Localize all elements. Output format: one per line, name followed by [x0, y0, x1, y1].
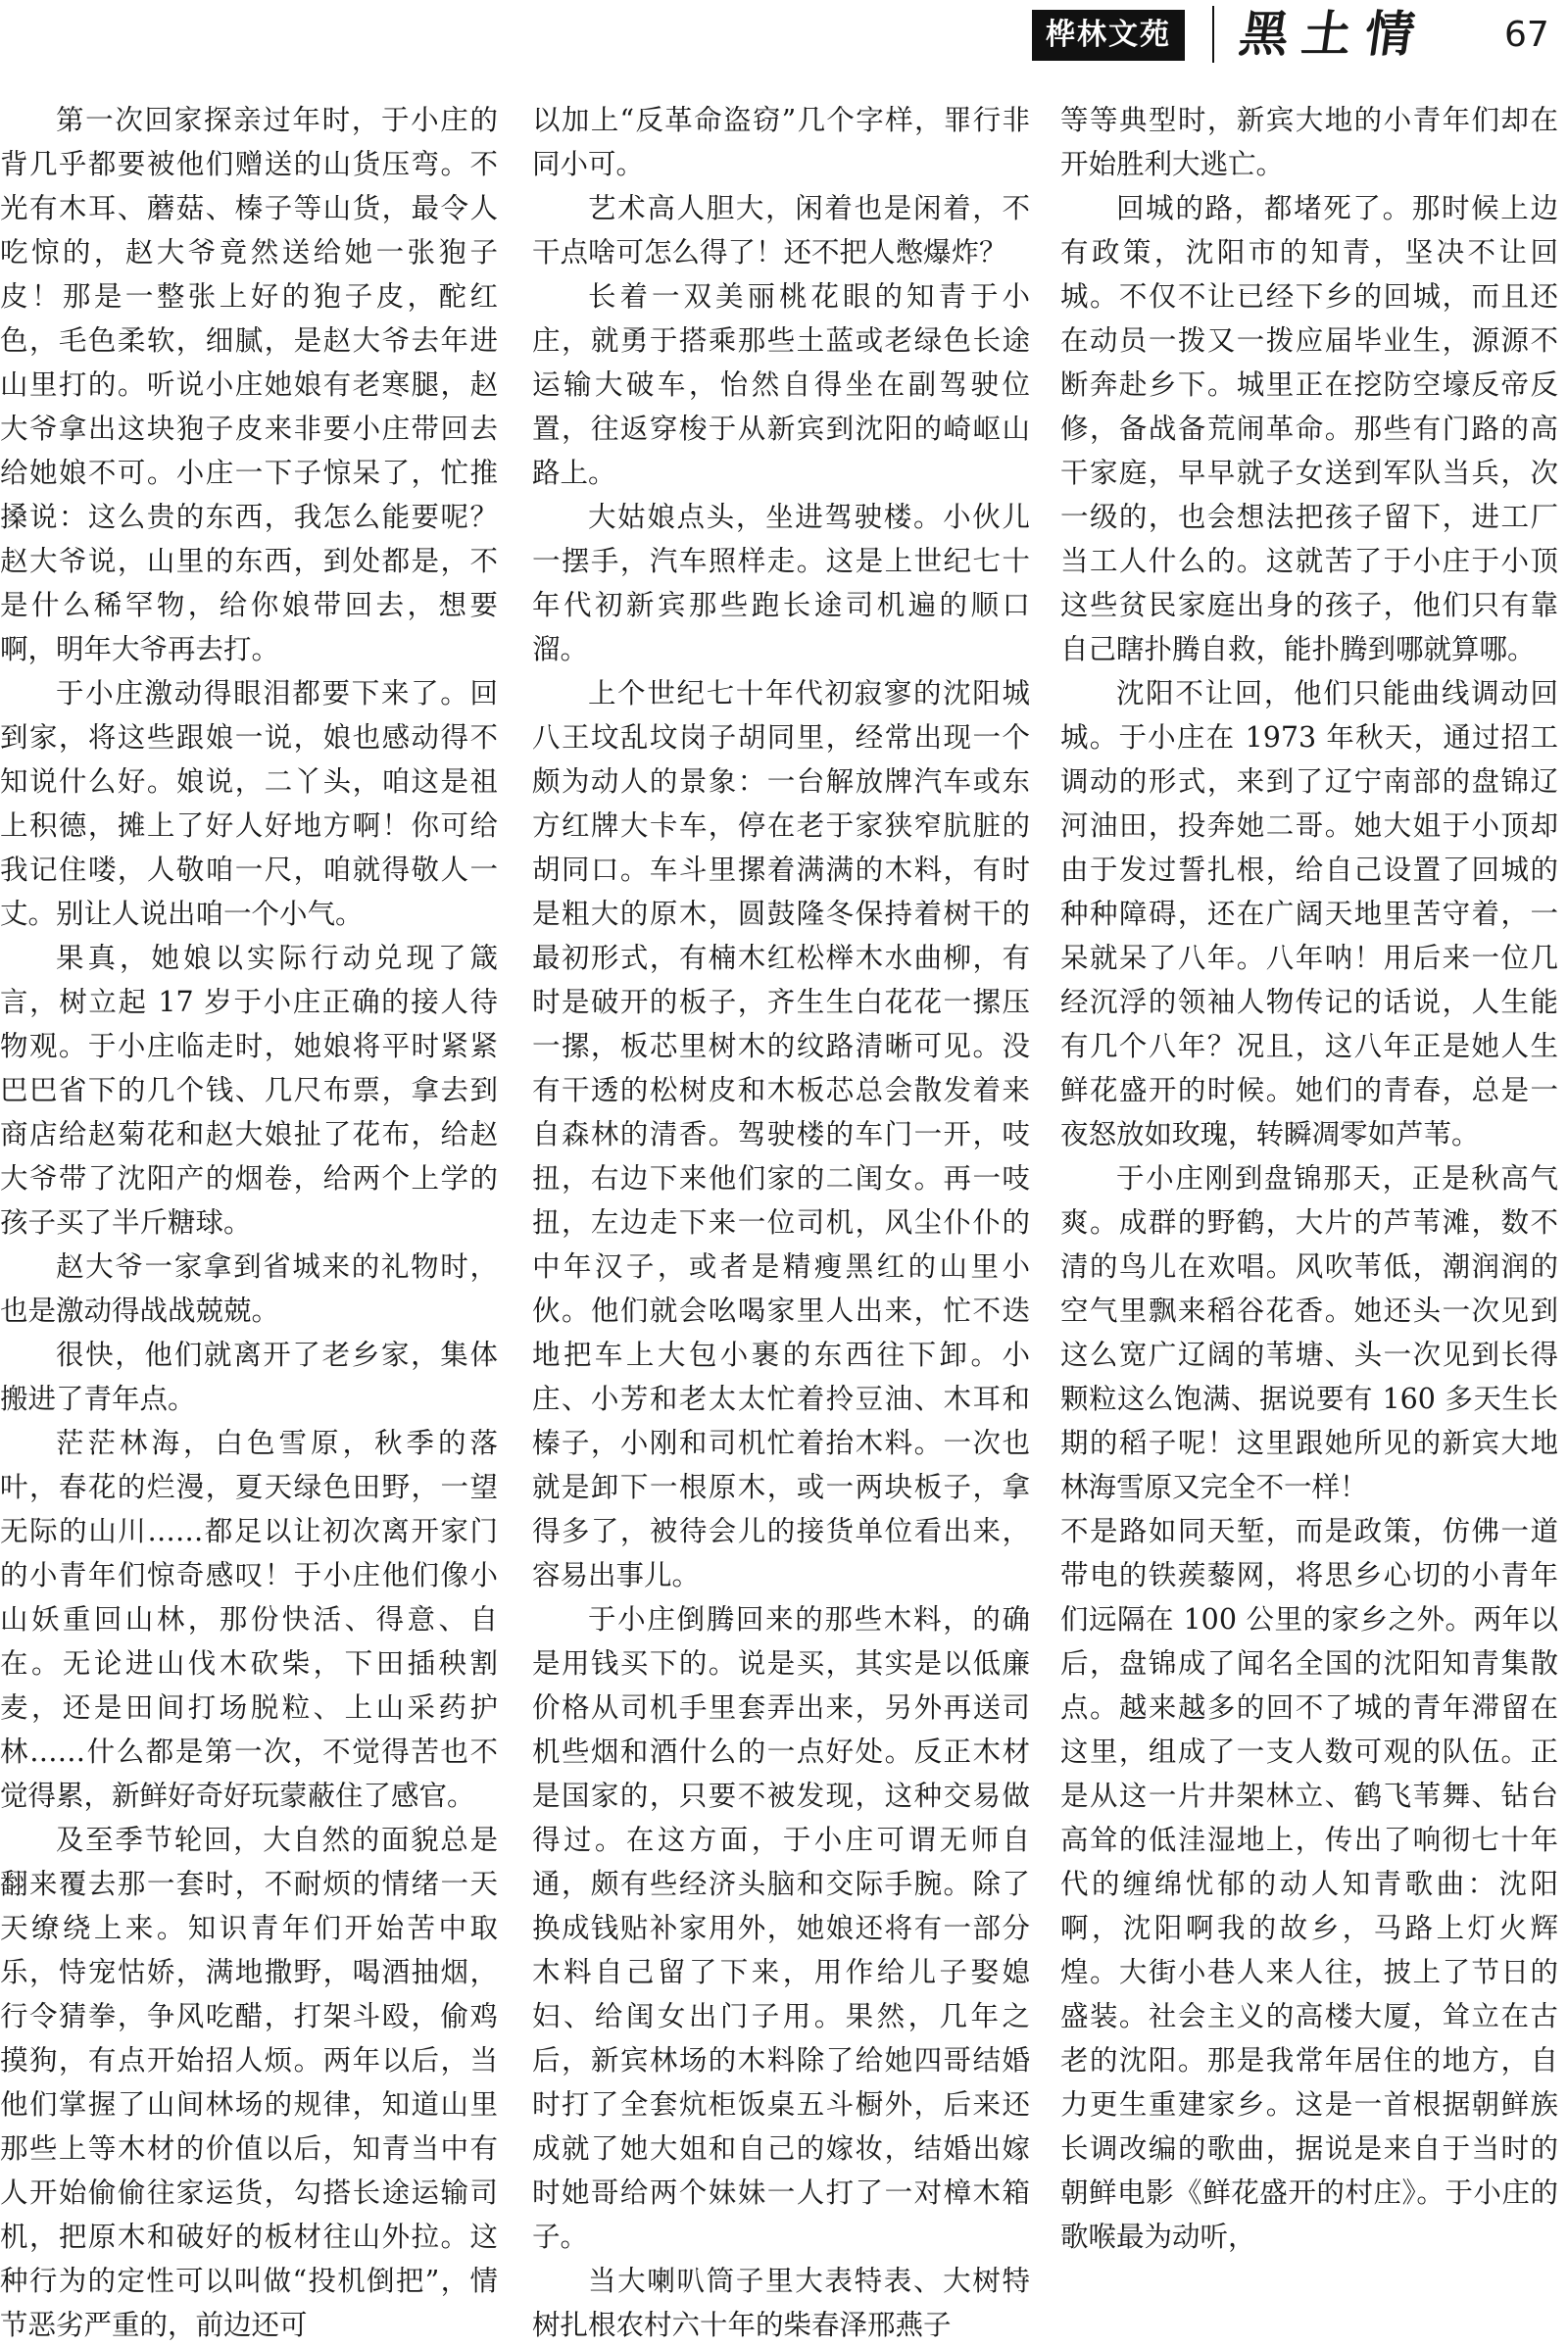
- text-column-1: [0, 98, 498, 2341]
- text-column-2: [532, 98, 1030, 2341]
- paragraph: 上个世纪七十年代初寂寥的沈阳城八王坟乱坟岗子胡同里，经常出现一个颇为动人的景象：一台解放牌汽车或东方红牌大卡车，停在老于家狭窄肮脏的胡同口。车斗里摞着满满的木料，有时是粗大的原木，圆鼓隆冬保持着树干的最初形式，有楠木红松榉木水曲柳，有时是破开的板子，齐生生白花花一摞压一摞，板芯里树木的纹路清晰可见。没有干透的松树皮和木板芯总会散发着来自森林的清香。驾驶楼的车门一开，吱扭，右边下来他们家的二闺女。再一吱扭，左边走下来一位司机，风尘仆仆的中年汉子，或者是精瘦黑红的山里小伙。他们就会吆喝家里人出来，忙不迭地把车上大包小裹的东西往下卸。小庄、小芳和老太太忙着拎豆油、木耳和榛子，小刚和司机忙着抬木料。一次也就是卸下一根原木，或一两块板子，拿得多了，被待会儿的接货单位看出来，容易出事儿。: [532, 677, 1030, 1591]
- section-tag: 桦林文苑: [1032, 10, 1185, 61]
- magazine-title: 黑土情: [1235, 5, 1433, 63]
- paragraph: 于小庄刚到盘锦那天，正是秋高气爽。成群的野鹤，大片的芦苇滩，数不清的鸟儿在欢唱。风吹苇低，潮润润的空气里飘来稻谷花香。她还头一次见到这么宽广辽阔的苇塘、头一次见到长得颗粒这么饱满、据说要有 160 多天生长期的稻子呢！这里跟她所见的新宾大地林海雪原又完全不一样！: [1060, 1162, 1558, 1503]
- paragraph: 回城的路，都堵死了。那时候上边有政策，沈阳市的知青，坚决不让回城。不仅不让已经下乡的回城，而且还在动员一拨又一拨应届毕业生，源源不断奔赴乡下。城里正在挖防空壕反帝反修，备战备荒闹革命。那些有门路的高干家庭，早早就子女送到军队当兵，次一级的，也会想法把孩子留下，进工厂当工人什么的。这就苦了于小庄于小顶这些贫民家庭出身的孩子，他们只有靠自己瞎扑腾自救，能扑腾到哪就算哪。: [1060, 192, 1558, 665]
- page-header: [0, 0, 1568, 69]
- paragraph: 赵大爷一家拿到省城来的礼物时，也是激动得战战兢兢。: [0, 1250, 498, 1327]
- page-number: 67: [1504, 15, 1549, 55]
- paragraph: 第一次回家探亲过年时，于小庄的背几乎都要被他们赠送的山货压弯。不光有木耳、蘑菇、榛子等山货，最令人吃惊的，赵大爷竟然送给她一张狍子皮！那是一整张上好的狍子皮，酡红色，毛色柔软，细腻，是赵大爷去年进山里打的。听说小庄她娘有老寒腿，赵大爷拿出这块狍子皮来非要小庄带回去给她娘不可。小庄一下子惊呆了，忙推搡说：这么贵的东西，我怎么能要呢？赵大爷说，山里的东西，到处都是，不是什么稀罕物，给你娘带回去，想要啊，明年大爷再去打。: [0, 104, 498, 665]
- paragraph: 果真，她娘以实际行动兑现了箴言，树立起 17 岁于小庄正确的接人待物观。于小庄临走时，她娘将平时紧紧巴巴省下的几个钱、几尺布票，拿去到商店给赵菊花和赵大娘扯了花布，给赵大爷带了沈阳产的烟卷，给两个上学的孩子买了半斤糖球。: [0, 942, 498, 1239]
- paragraph: 茫茫林海，白色雪原，秋季的落叶，春花的烂漫，夏天绿色田野，一望无际的山川……都足以让初次离开家门的小青年们惊奇感叹！于小庄他们像小山妖重回山林，那份快活、得意、自在。无论进山伐木砍柴，下田插秧割麦，还是田间打场脱粒、上山采药护林……什么都是第一次，不觉得苦也不觉得累，新鲜好奇好玩蒙蔽住了感官。: [0, 1427, 498, 1812]
- paragraph: 等等典型时，新宾大地的小青年们却在开始胜利大逃亡。: [1060, 104, 1558, 180]
- header-divider: [1212, 6, 1214, 63]
- paragraph: 于小庄倒腾回来的那些木料，的确是用钱买下的。说是买，其实是以低廉价格从司机手里套弄出来，另外再送司机些烟和酒什么的一点好处。反正木材是国家的，只要不被发现，这种交易做得过。在这方面，于小庄可谓无师自通，颇有些经济头脑和交际手腕。除了换成钱贴补家用外，她娘还将有一部分木料自己留了下来，用作给儿子娶媳妇、给闺女出门子用。果然，几年之后，新宾林场的木料除了给她四哥结婚时打了全套炕柜饭桌五斗橱外，后来还成就了她大姐和自己的嫁妆，结婚出嫁时她哥给两个妹妹一人打了一对樟木箱子。: [532, 1603, 1030, 2253]
- paragraph: 于小庄激动得眼泪都要下来了。回到家，将这些跟娘一说，娘也感动得不知说什么好。娘说，二丫头，咱这是祖上积德，摊上了好人好地方啊！你可给我记住喽，人敬咱一尺，咱就得敬人一丈。别让人说出咱一个小气。: [0, 677, 498, 930]
- paragraph: 很快，他们就离开了老乡家，集体搬进了青年点。: [0, 1339, 498, 1415]
- paragraph: 当大喇叭筒子里大表特表、大树特树扎根农村六十年的柴春泽邢燕子: [532, 2265, 1030, 2341]
- paragraph: 大姑娘点头，坐进驾驶楼。小伙儿一摆手，汽车照样走。这是上世纪七十年代初新宾那些跑长途司机遍的顺口溜。: [532, 501, 1030, 665]
- paragraph: 不是路如同天堑，而是政策，仿佛一道带电的铁蒺藜网，将思乡心切的小青年们远隔在 100 公里的家乡之外。两年以后，盘锦成了闻名全国的沈阳知青集散点。越来越多的回不了城的青年滞留在这里，组成了一支人数可观的队伍。正是从这一片井架林立、鹤飞苇舞、钻台高耸的低洼湿地上，传出了响彻七十年代的缠绵忧郁的动人知青歌曲：沈阳啊，沈阳啊我的故乡，马路上灯火辉煌。大街小巷人来人往，披上了节日的盛装。社会主义的高楼大厦，耸立在古老的沈阳。那是我常年居住的地方，自力更生重建家乡。这是一首根据朝鲜族长调改编的歌曲，据说是来自于当时的朝鲜电影《鲜花盛开的村庄》。于小庄的歌喉最为动听，: [1060, 1515, 1558, 2253]
- paragraph: 长着一双美丽桃花眼的知青于小庄，就勇于搭乘那些土蓝或老绿色长途运输大破车，怡然自得坐在副驾驶位置，往返穿梭于从新宾到沈阳的崎岖山路上。: [532, 280, 1030, 489]
- paragraph: 艺术高人胆大，闲着也是闲着，不干点啥可怎么得了！还不把人憋爆炸？: [532, 192, 1030, 269]
- paragraph: 以加上“反革命盗窃”几个字样，罪行非同小可。: [532, 104, 1030, 180]
- paragraph: 沈阳不让回，他们只能曲线调动回城。于小庄在 1973 年秋天，通过招工调动的形式，来到了辽宁南部的盘锦辽河油田，投奔她二哥。她大姐于小顶却由于发过誓扎根，给自己设置了回城的种种障碍，还在广阔天地里苦守着，一呆就呆了八年。八年呐！用后来一位几经沉浮的领袖人物传记的话说，人生能有几个八年？况且，这八年正是她人生鲜花盛开的时候。她们的青春，总是一夜怒放如玫瑰，转瞬凋零如芦苇。: [1060, 677, 1558, 1150]
- text-column-3: [1060, 98, 1558, 2256]
- paragraph: 及至季节轮回，大自然的面貌总是翻来覆去那一套时，不耐烦的情绪一天天缭绕上来。知识青年们开始苦中取乐，恃宠怙娇，满地撒野，喝酒抽烟，行令猜拳，争风吃醋，打架斗殴，偷鸡摸狗，有点开始招人烦。两年以后，当他们掌握了山间林场的规律，知道山里那些上等木材的价值以后，知青当中有人开始偷偷往家运货，勾搭长途运输司机，把原木和破好的板材往山外拉。这种行为的定性可以叫做“投机倒把”，情节恶劣严重的，前边还可: [0, 1824, 498, 2341]
